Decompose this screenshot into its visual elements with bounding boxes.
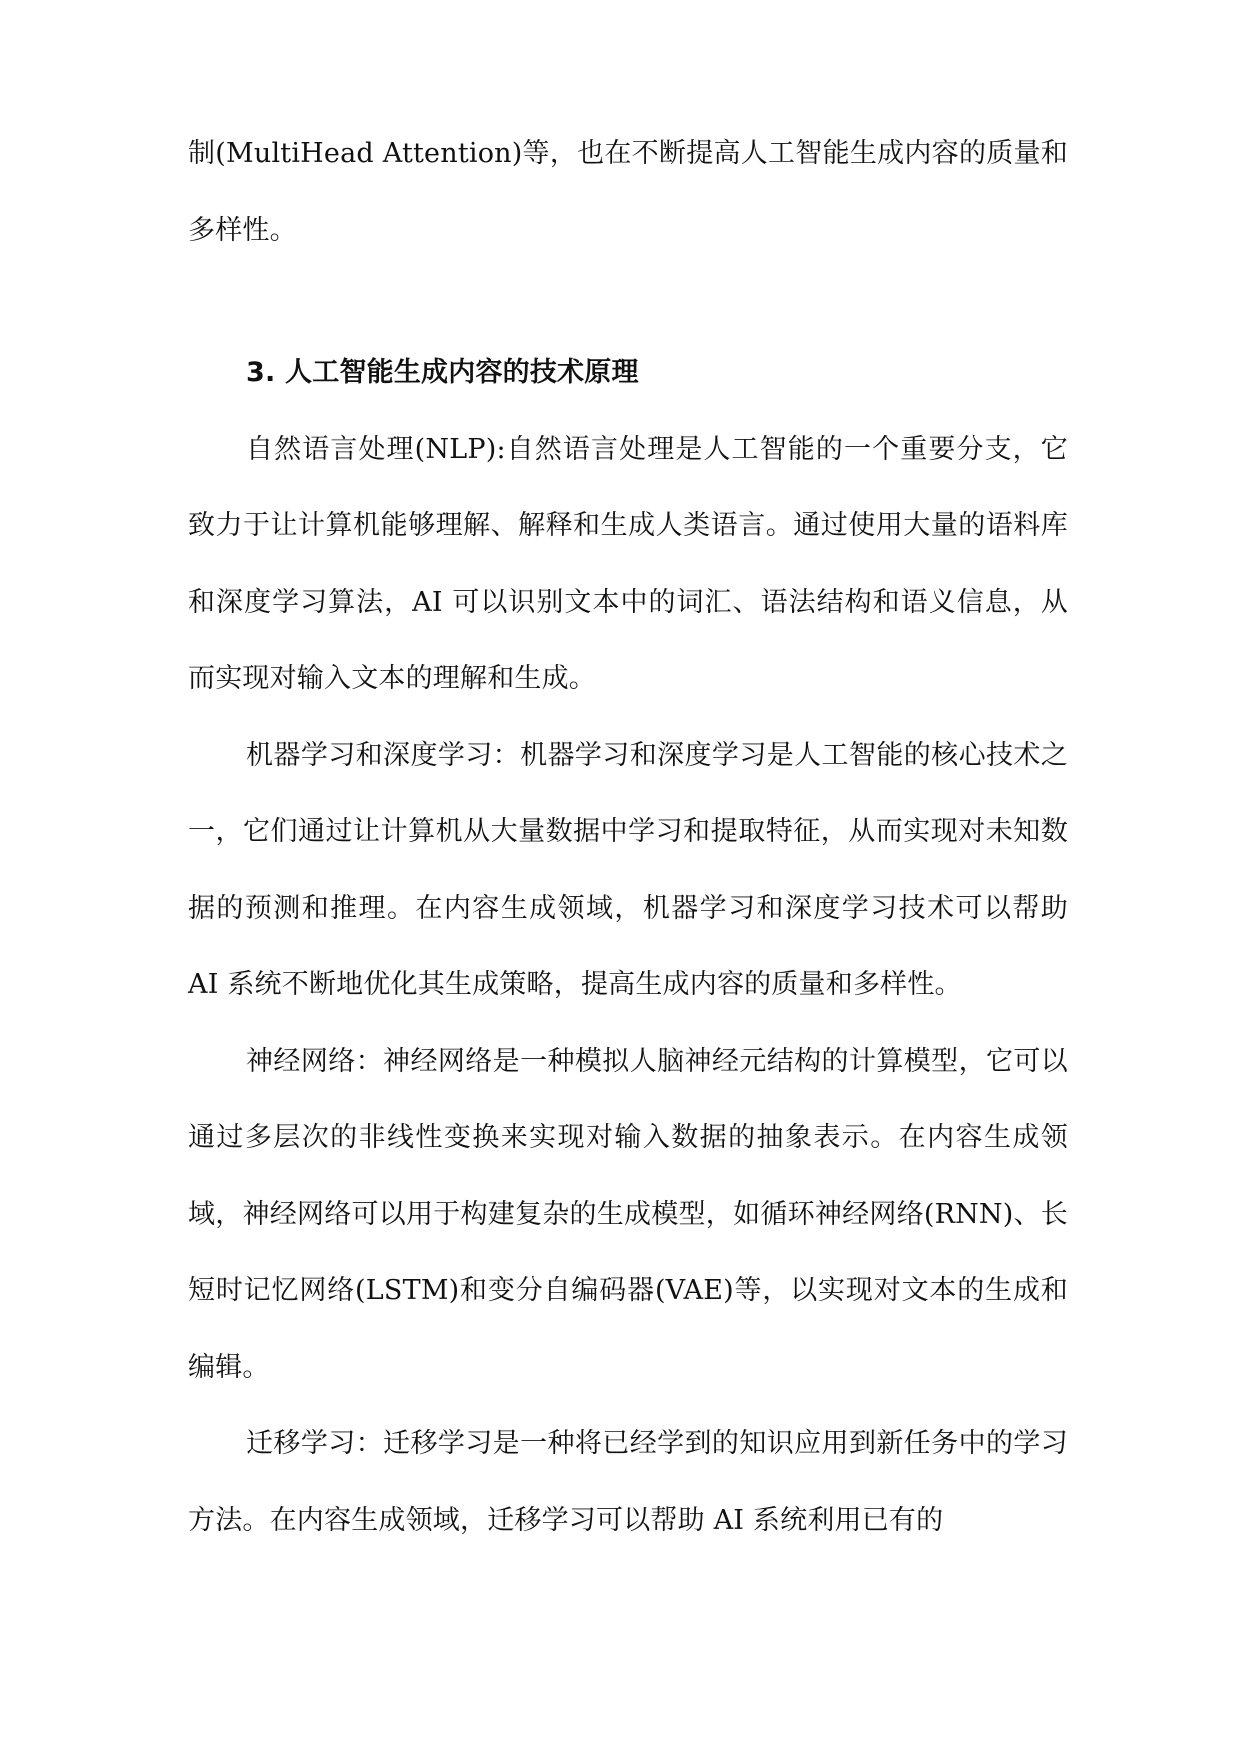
paragraph-nlp: 自然语言处理(NLP):自然语言处理是人工智能的一个重要分支，它致力于让计算机能够理解、解释和生成人类语言。通过使用大量的语料库和深度学习算法，AI 可以识别文本中的词汇、语法结构和语义信息，从而实现对输入文本的理解和生成。 xyxy=(188,433,1068,694)
section-spacer xyxy=(188,269,1068,335)
section-heading: 3. 人工智能生成内容的技术原理 xyxy=(246,357,639,388)
paragraph-machine-learning: 机器学习和深度学习：机器学习和深度学习是人工智能的核心技术之一，它们通过让计算机从大量数据中学习和提取特征，从而实现对未知数据的预测和推理。在内容生成领域，机器学习和深度学习技术可以帮助 AI 系统不断地优化其生成策略，提高生成内容的质量和多样性。 xyxy=(188,739,1068,1000)
paragraph-neural-network: 神经网络：神经网络是一种模拟人脑神经元结构的计算模型，它可以通过多层次的非线性变换来实现对输入数据的抽象表示。在内容生成领域，神经网络可以用于构建复杂的生成模型，如循环神经网络(RNN)、长短时记忆网络(LSTM)和变分自编码器(VAE)等，以实现对文本的生成和编辑。 xyxy=(188,1045,1068,1383)
continued-paragraph: 制(MultiHead Attention)等，也在不断提高人工智能生成内容的质量和多样性。 xyxy=(188,138,1068,246)
document-body xyxy=(188,116,1068,1559)
paragraph-transfer-learning: 迁移学习：迁移学习是一种将已经学到的知识应用到新任务中的学习方法。在内容生成领域，迁移学习可以帮助 AI 系统利用已有的 xyxy=(188,1428,1068,1536)
